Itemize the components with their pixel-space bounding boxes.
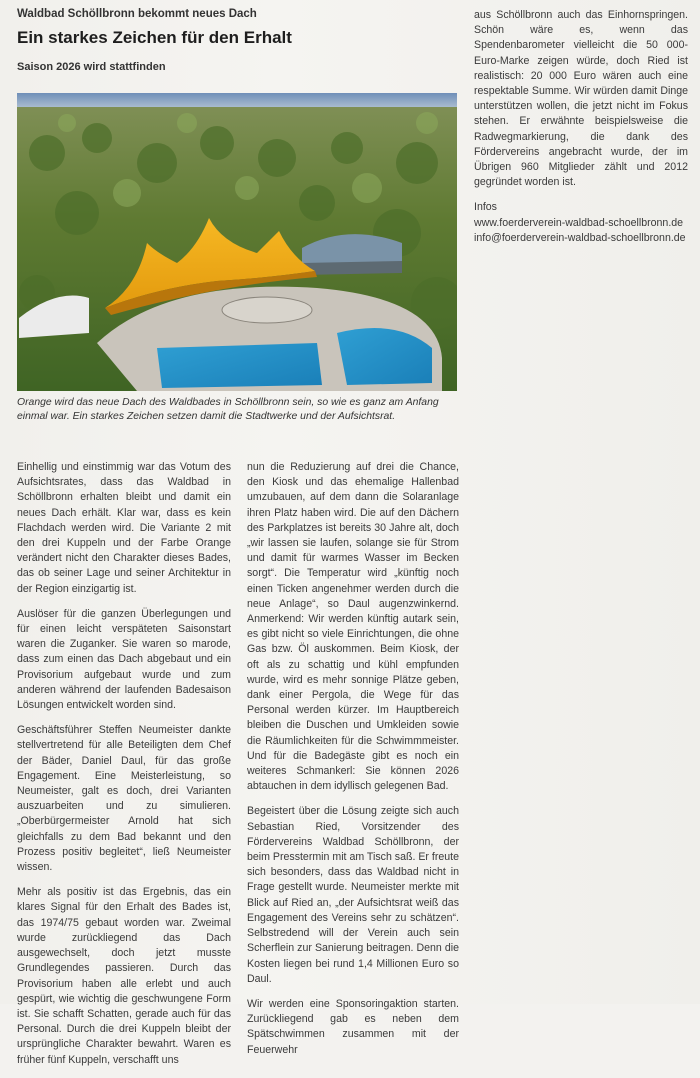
article-column-1 <box>17 460 231 1078</box>
email-link[interactable]: info@foerderverein-waldbad-schoellbronn.de <box>474 231 686 244</box>
paragraph: aus Schöllbronn auch das Einhornspringen. Schön wäre es, wenn das Spendenbarometer vielleicht die 50 000-Euro-Marke zeigen würde, doch Ried ist realistisch: 20 000 Euro wären auch eine respektable Summe. Wir würden damit Dinge unterstützen wollen, die jetzt nicht im Fokus stehen. Er erwähnte beispielsweise die Radwegmarkierung, die dank des Fördervereins angebracht wurde, der im Übrigen 960 Mitglieder zählt und 2012 gegründet worden ist. <box>474 9 688 189</box>
infos-label: Infos <box>474 201 497 214</box>
article-kicker: Waldbad Schöllbronn bekommt neues Dach <box>17 8 257 20</box>
paragraph: Geschäftsführer Steffen Neumeister dankte stellvertretend für alle Beteiligten dem Chef der Bäder, Daniel Daul, für das große Engagement. Eine Meisterleistung, so Neumeister, galt es doch, drei Varianten auszuarbeiten und zu simulieren. „Oberbürgermeister Arnold hat sich gleichfalls zu dem Bad bekannt und den Prozess positiv begleitet“, ließ Neumeister wissen. <box>17 724 231 874</box>
article-column-2 <box>247 460 459 1068</box>
paragraph: Begeistert über die Lösung zeigte sich auch Sebastian Ried, Vorsitzender des Fördervereins Waldbad Schöllbronn, der beim Presstermin mit am Tisch saß. Er freute sich besonders, dass das Waldbad nicht in Frage gestellt wurde. Neumeister merkte mit Blick auf Ried an, „der Aufsichtsrat weiß das Engagement des Vereins sehr zu schätzen“. Selbstredend will der Verein auch sein Scherflein zur Sanierung beitragen. Denn die Kosten liegen bei rund 1,4 Millionen Euro so Daul. <box>247 805 459 985</box>
paragraph: Wir werden eine Sponsoringaktion starten. Zurückliegend gab es neben dem Spätschwimmen zusammen mit der Feuerwehr <box>247 997 459 1056</box>
aerial-photo-image <box>17 93 457 391</box>
paragraph: Mehr als positiv ist das Ergebnis, das ein klares Signal für den Erhalt des Bades ist, das 1974/75 gebaut worden war. Zweimal wurde zurückliegend das Dach ausgewechselt, doch jetzt musste Grundlegendes passieren. Durch das Provisorium haben alle erlebt und auch gespürt, wie wichtig die geschwungene Form ist. Sie schafft Schatten, gerade auch für das Personal. Durch die drei Kuppeln bleibt der ursprüngliche Charakter bewahrt. Waren es früher fünf Kuppeln, verschafft uns <box>17 886 231 1066</box>
photo-caption: Orange wird das neue Dach des Waldbades in Schöllbronn sein, so wie es ganz am Anfang einmal war. Ein starkes Zeichen setzen damit die Stadtwerke und der Aufsichtsrat. <box>17 397 439 422</box>
article-column-3 <box>474 8 688 246</box>
website-link[interactable]: www.foerderverein-waldbad-schoellbronn.de <box>474 216 684 229</box>
paragraph: nun die Reduzierung auf drei die Chance, den Kiosk und das ehemalige Hallenbad umzubauen, auf dem dann die Solaranlage ihren Platz haben wird. Die auf den Dächern des Parkplatzes ist bereits 30 Jahre alt, doch „wir lassen sie laufen, solange sie für Strom und damit für warmes Wasser im Becken sorgt“. Die Temperatur wird „künftig noch einen Ticken angenehmer werden durch die neue Anlage“, so Daul augenzwinkernd. Anmerkend: Wir werden künftig autark sein, es gibt nicht so viele Einrichtungen, die ohne Gas bzw. Öl auskommen. Beim Kiosk, der oft als zu schattig und kühl empfunden wurde, wird es mehr sonnige Plätze geben, dank einer Pergola, die Wege für das Personal werden kürzer. Im Hauptbereich bleiben die Duschen und Umkleiden sowie die Räumlichkeiten für die Schwimmmeister. Und für die Badegäste gibt es noch ein weiteres Schmankerl: Sie können 2026 abtauchen in dem idyllisch gelegenen Bad. <box>247 461 459 793</box>
article-subhead: Saison 2026 wird stattfinden <box>17 61 166 73</box>
paragraph: Einhellig und einstimmig war das Votum des Aufsichtsrates, dass das Waldbad in Schöllbronn erhalten bleibt und damit ein neues Dach erhält. Klar war, dass es kein Flachdach werden wird. Die Variante 2 mit den drei Kuppeln und der Farbe Orange verändert nicht den Charakter dieses Bades, das ob seiner Lage und seiner Architektur in der Region einzigartig ist. <box>17 461 231 595</box>
article-headline: Ein starkes Zeichen für den Erhalt <box>17 28 292 47</box>
paragraph: Auslöser für die ganzen Überlegungen und für einen leicht verspäteten Saisonstart waren die Zuganker. Sie waren so marode, dass zum einen das Dach abgebaut und ein Provisorium aufgebaut wurde und zum anderen während der laufenden Badesaison Lösungen entwickelt worden sind. <box>17 607 231 712</box>
aerial-photo <box>17 93 457 391</box>
